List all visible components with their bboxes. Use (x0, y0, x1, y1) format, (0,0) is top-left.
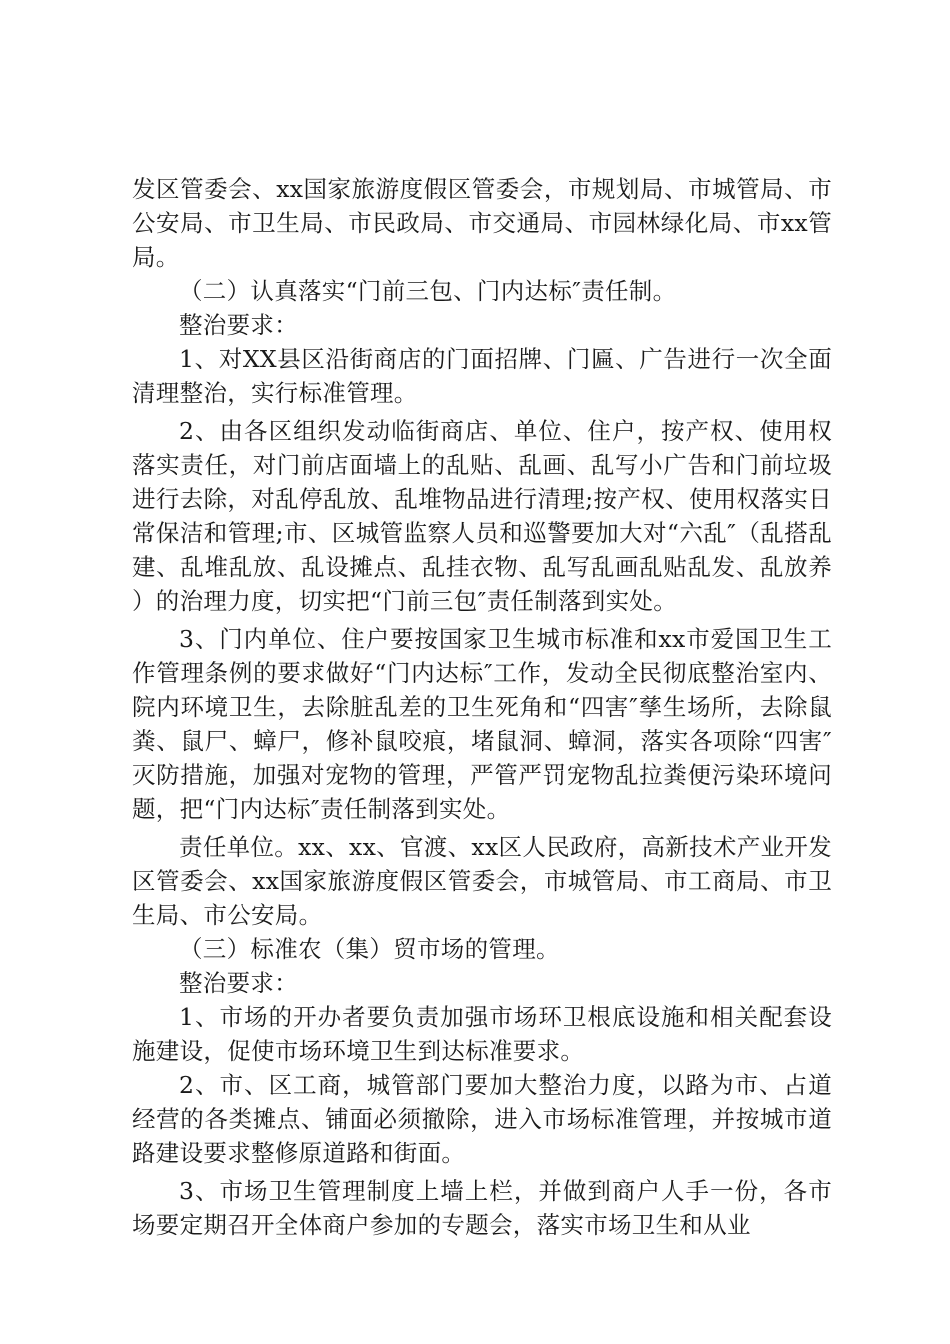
paragraph-2: 整治要求： (179, 311, 298, 339)
paragraph-10: 2、市、区工商，城管部门要加大整治力度，以路为市、占道经营的各类摊点、铺面必须撤除，进入市场标准管理，并按城市道路建设要求整修原道路和街面。 (132, 1071, 832, 1167)
paragraph-6: 责任单位。xx、xx、官渡、xx区人民政府，高新技术产业开发区管委会、xx国家旅游度假区管委会，市城管局、市工商局、市卫生局、市公安局。 (132, 833, 832, 929)
paragraph-5: 3、门内单位、住户要按国家卫生城市标准和xx市爱国卫生工作管理条例的要求做好“门内达标″工作，发动全民彻底整治室内、院内环境卫生，去除脏乱差的卫生死角和“四害″孳生场所，去除鼠粪、鼠尸、蟑尸，修补鼠咬痕，堵鼠洞、蟑洞，落实各项除“四害″灭防措施，加强对宠物的管理，严管严罚宠物乱拉粪便污染环境问题，把“门内达标″责任制落到实处。 (132, 625, 832, 823)
paragraph-11: 3、市场卫生管理制度上墙上栏，并做到商户人手一份，各市场要定期召开全体商户参加的专题会，落实市场卫生和从业 (132, 1177, 832, 1239)
paragraph-3: 1、对XX县区沿街商店的门面招牌、门匾、广告进行一次全面清理整治，实行标准管理。 (132, 345, 832, 407)
paragraph-8: 整治要求： (179, 969, 298, 997)
paragraph-1: （二）认真落实“门前三包、门内达标″责任制。 (179, 277, 677, 305)
document-body (132, 172, 832, 1242)
paragraph-7: （三）标准农（集）贸市场的管理。 (179, 935, 560, 963)
paragraph-0: 发区管委会、xx国家旅游度假区管委会，市规划局、市城管局、市公安局、市卫生局、市民政局、市交通局、市园林绿化局、市xx管局。 (132, 175, 832, 271)
paragraph-9: 1、市场的开办者要负责加强市场环卫根底设施和相关配套设施建设，促使市场环境卫生到达标准要求。 (132, 1003, 832, 1065)
paragraph-4: 2、由各区组织发动临街商店、单位、住户，按产权、使用权落实责任，对门前店面墙上的乱贴、乱画、乱写小广告和门前垃圾进行去除，对乱停乱放、乱堆物品进行清理;按产权、使用权落实日常保洁和管理;市、区城管监察人员和巡警要加大对“六乱″（乱搭乱建、乱堆乱放、乱设摊点、乱挂衣物、乱写乱画乱贴乱发、乱放养）的治理力度，切实把“门前三包″责任制落到实处。 (132, 417, 832, 615)
